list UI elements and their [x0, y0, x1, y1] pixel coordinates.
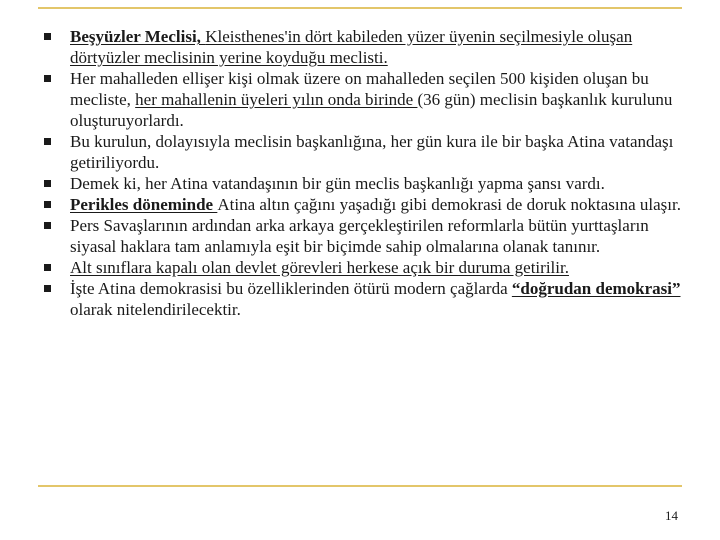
bullet-text: Demek ki, her Atina vatandaşının bir gün meclis başkanlığı yapma şansı vardı. [70, 174, 605, 193]
term-besyuzler-meclisi: Beşyüzler Meclisi, [70, 27, 206, 46]
bullet-item-2 [38, 68, 688, 131]
page-number: 14 [665, 508, 678, 523]
square-bullet-icon [44, 180, 51, 187]
bullet-list [38, 26, 688, 320]
square-bullet-icon [44, 222, 51, 229]
bullet-text: Pers Savaşlarının ardından arka arkaya gerçekleştirilen reformlarla bütün yurttaşların siyasal haklara tam anlamıyla eşit bir biçimde sahip olmalarına olanak tanınır. [70, 216, 649, 256]
bullet-text: (36 gün) meclisin başkanlık kurulunu oluşturuyorlardı. [70, 90, 673, 130]
underlined-phrase: her mahallenin üyeleri yılın onda birinde [135, 90, 418, 109]
square-bullet-icon [44, 285, 51, 292]
bullet-item-7 [38, 257, 688, 278]
slide-body [38, 26, 688, 320]
bullet-text: Bu kurulun, dolayısıyla meclisin başkanlığına, her gün kura ile bir başka Atina vatandaşı getiriliyordu. [70, 132, 674, 172]
term-perikles-doneminde: Perikles döneminde [70, 195, 218, 214]
bullet-item-8 [38, 278, 688, 320]
square-bullet-icon [44, 138, 51, 145]
bullet-text: olarak nitelendirilecektir. [70, 300, 241, 319]
bullet-item-6 [38, 215, 688, 257]
bullet-text: Alt sınıflara kapalı olan devlet görevleri herkese açık bir duruma getirilir. [70, 258, 569, 277]
bullet-item-4 [38, 173, 688, 194]
bullet-item-1 [38, 26, 688, 68]
term-dogrudan-demokrasi: “doğrudan demokrasi” [511, 279, 681, 298]
top-rule [38, 7, 682, 9]
square-bullet-icon [44, 33, 51, 40]
bottom-rule [38, 485, 682, 487]
square-bullet-icon [44, 264, 51, 271]
bullet-text: Kleisthenes'in dört kabileden yüzer üyenin seçilmesiyle oluşan dörtyüzler meclisinin yerine koyduğu meclisti. [70, 27, 633, 67]
bullet-item-3 [38, 131, 688, 173]
bullet-text: İşte Atina demokrasisi bu özelliklerinden ötürü modern çağlarda [70, 279, 512, 298]
bullet-text: Her mahalleden ellişer kişi olmak üzere on mahalleden seçilen 500 kişiden oluşan bu mecliste, [70, 69, 649, 109]
bullet-item-5 [38, 194, 688, 215]
square-bullet-icon [44, 75, 51, 82]
square-bullet-icon [44, 201, 51, 208]
bullet-text: Atina altın çağını yaşadığı gibi demokrasi de doruk noktasına ulaşır. [217, 195, 681, 214]
